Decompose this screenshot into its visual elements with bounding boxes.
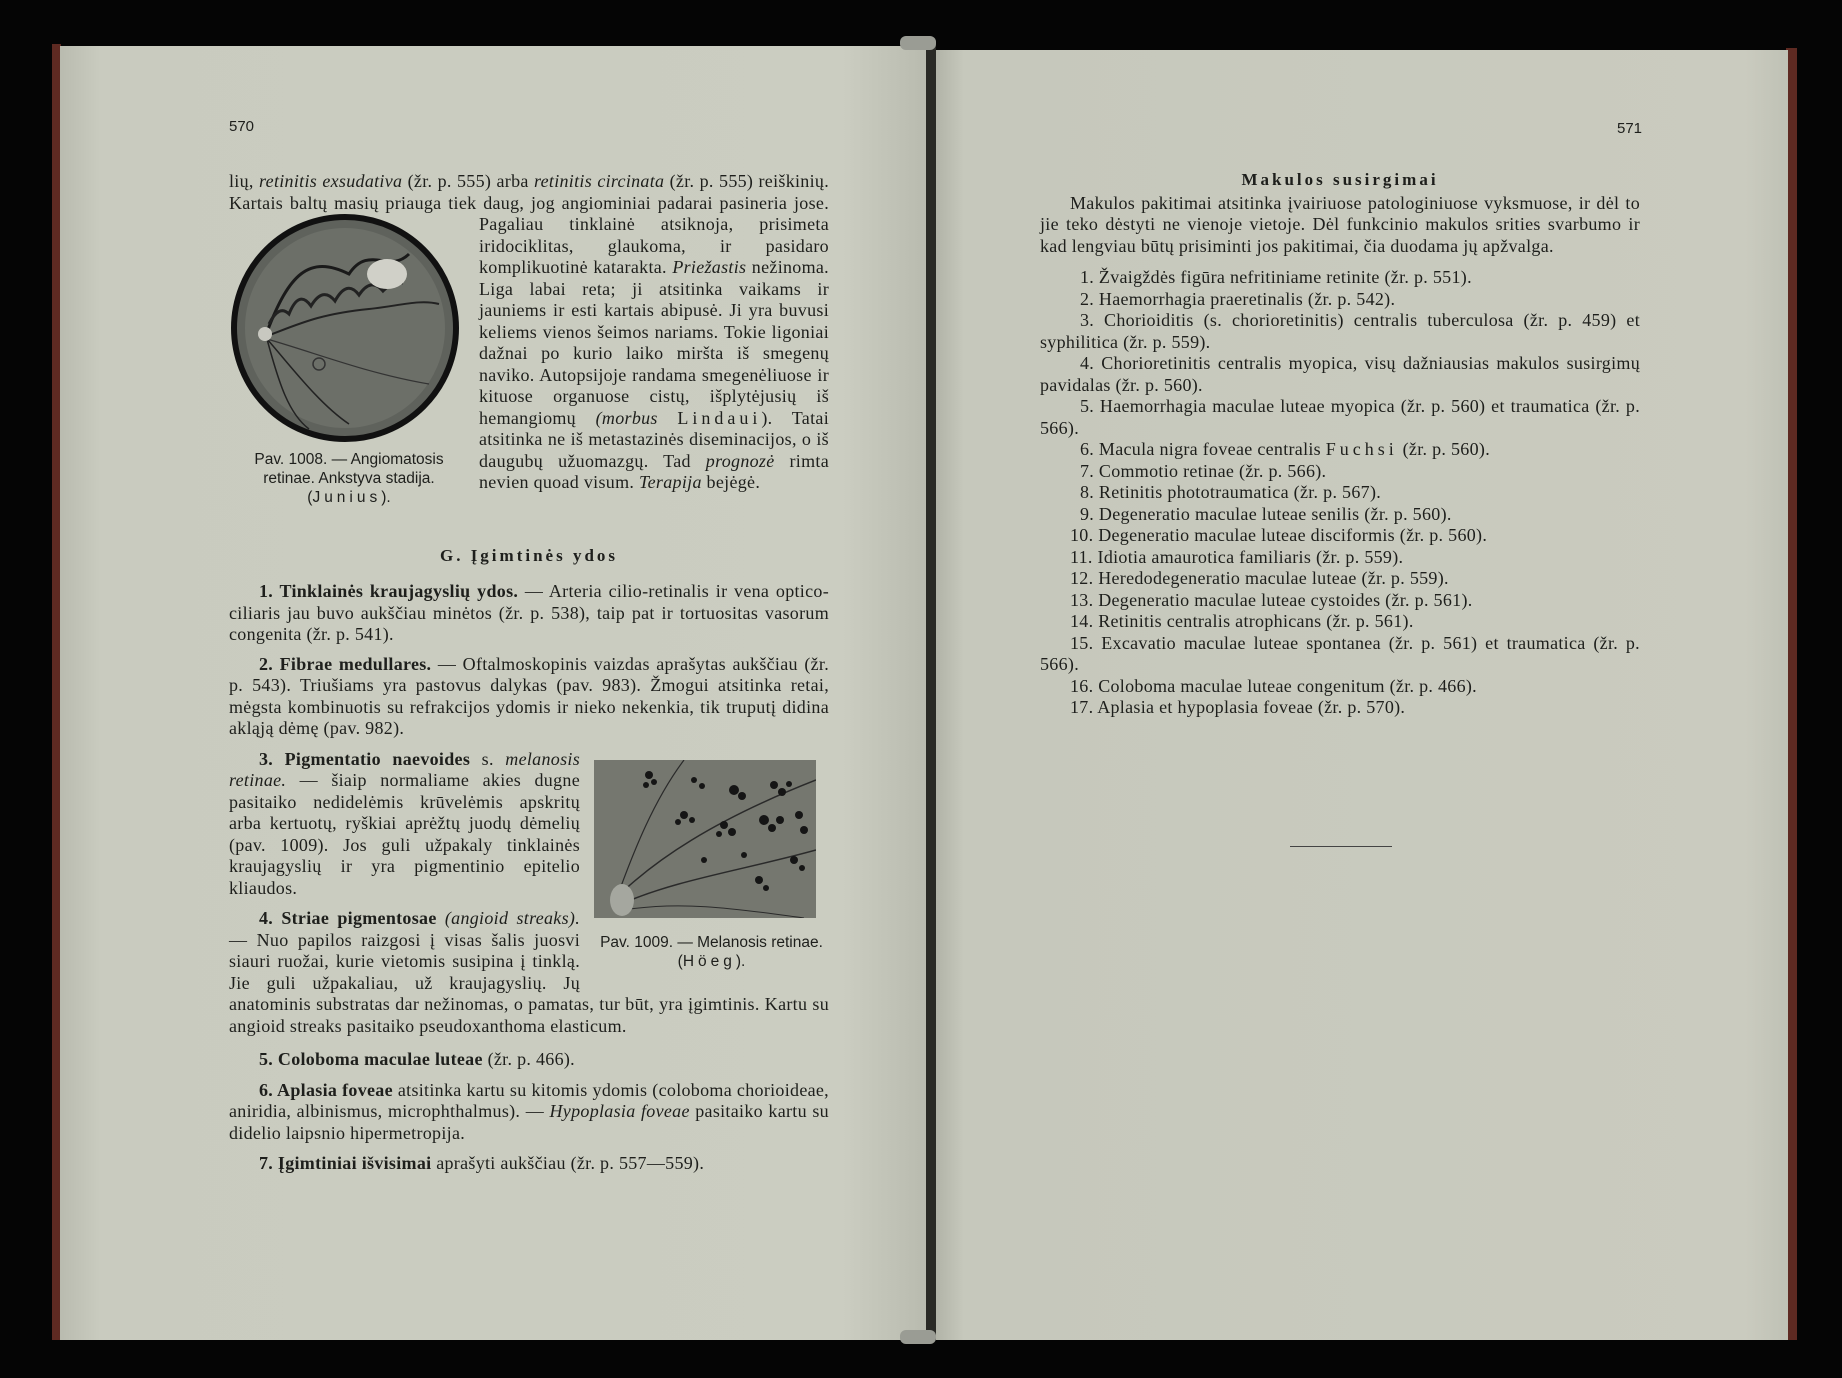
book-spine [926,40,936,1340]
text-segment: 9. Degeneratio maculae luteae senilis (žr. p. 560). [1080,503,1452,524]
bold-term: 2. Fibrae medullares. [259,653,432,674]
list-item [1040,504,1640,526]
text-segment: 6. Macula nigra foveae centralis [1080,439,1326,459]
list-item [1040,267,1640,289]
end-rule [1290,846,1392,847]
italic-term: (morbus [595,407,658,428]
text-segment: (žr. p. 555) arba [402,171,534,191]
text-segment: Pav. 1008. — Angiomatosis retinae. Ankstyva stadija. ( [254,450,444,506]
text-segment: nežinoma. Liga labai reta; ji atsitinka vaikams ir jauniems ir esti kartais abipusė. Ji yra buvusi keliems vienos šeimos nariams. Tokie ligoniai dažnai po kurio laiko miršta iš smegenų naviko. Autopsijoje randama smegenėliuose ir kituose organuose cistų, išplytėjusių iš hemangiomų [479,257,829,428]
text-segment: 2. Haemorrhagia praeretinalis (žr. p. 542). [1080,288,1396,309]
text-segment: ). Tatai atsitinka ne iš metastazinės diseminacijos, o iš daugubų užuomazgų. Tad [479,407,829,471]
text-segment: 8. Retinitis phototraumatica (žr. p. 567). [1080,482,1382,502]
spaced-name: Lindaui [677,407,762,428]
left-text-column [229,171,829,1175]
text-segment: lių, [229,171,260,191]
text-segment [437,908,445,928]
italic-term: retinitis exsudativa [259,171,403,191]
text-segment: bejėgė. [701,472,761,492]
text-segment: (žr. p. 560). [1397,439,1490,459]
list-item [1040,611,1640,633]
page-number-right: 571 [1617,120,1643,137]
text-segment [658,408,678,428]
binding-clip-top [900,36,936,50]
text-segment: rimta nevien quoad visum. [479,450,829,492]
text-segment: pasitaiko kartu su didelio laipsnio hipermetropija. [229,1101,829,1143]
fundus-angiomatosis-image [229,214,461,444]
text-segment: s. [470,748,506,769]
text-segment: 14. Retinitis centralis atrophicans (žr. p. 561). [1070,611,1414,631]
text-segment: 10. Degeneratio maculae luteae disciformis (žr. p. 560). [1070,525,1488,545]
text-segment: (žr. p. 555) reiškinių. Kartais baltų masių priauga tiek daug, jog angiominiai padarai pasineria jose. Pagaliau tinklainė atsiknoja, prisimeta iridociklitas, glaukoma, ir pasidaro komplikuotinė katarakta. [229,171,830,277]
text-segment: 15. Excavatio maculae luteae spontanea (žr. p. 561) et traumatica (žr. p. 566). [1040,632,1640,674]
list-item [1040,590,1640,612]
spaced-name: Höeg [682,953,736,970]
text-segment: 11. Idiotia amaurotica familiaris (žr. p. 559). [1070,546,1404,567]
list-item [1040,439,1640,461]
list-item [1040,697,1640,719]
text-segment: 5. Haemorrhagia maculae luteae myopica (žr. p. 560) et traumatica (žr. p. 566). [1040,396,1640,438]
text-segment: 16. Coloboma maculae luteae congenitum (žr. p. 466). [1070,675,1477,696]
italic-term: Terapija [638,472,702,492]
text-segment: 17. Aplasia et hypoplasia foveae (žr. p. 570). [1070,697,1406,717]
text-segment: Makulos pakitimai atsitinka įvairiuose patologiniuose vyksmuose, ir dėl to jie teko dėstyti ne vienoje vietoje. Dėl funkcinio makulos srities svarbumo ir kad lengviau būtų prisiminti jos pakitimai, čia duodama jų apžvalga. [1040,192,1640,256]
text-segment: — Oftalmoskopinis vaizdas aprašytas aukščiau (žr. p. 543). Triušiams yra pastovus dalykas (pav. 983). Žmogui atsitinka retai, mėgsta kombinuotis su refrakcijos ydomis ir nieko nekenkia, tik truputį didina akląją dėmę (pav. 982). [229,653,830,738]
right-intro [1040,193,1640,258]
macula-disease-list [1040,267,1640,719]
melanosis-retinae-image [594,760,816,918]
page-number-left: 570 [229,118,255,135]
text-segment: — Arteria cilio-retinalis ir vena optico-ciliaris jau buvo aukščiau minėtos (žr. p. 538), taip pat ir tortuositas vasorum congenita (žr. p. 541). [229,581,829,644]
list-item [1040,482,1640,504]
text-segment: 13. Degeneratio maculae luteae cystoides (žr. p. 561). [1070,589,1473,610]
item-5 [229,1049,829,1071]
text-segment: 4. Chorioretinitis centralis myopica, visų dažniausias makulos susirgimų pavidalas (žr. p. 560). [1040,353,1640,395]
italic-term: Priežastis [672,257,747,277]
bold-term: 7. Įgimtiniai išvisimai [259,1153,432,1173]
text-segment: 7. Commotio retinae (žr. p. 566). [1080,460,1327,481]
right-text-column [1040,169,1640,719]
bold-term: 3. Pigmentatio naevoides [259,748,471,769]
text-segment: (žr. p. 466). [482,1049,575,1069]
text-segment: Pav. 1009. — Melanosis retinae. ( [600,934,823,970]
item-2 [229,654,829,740]
bold-term: 1. Tinklainės kraujagyslių ydos. [259,581,519,601]
bold-term: 4. Striae pigmentosae [259,908,437,928]
item-1 [229,581,829,646]
text-segment: aprašyti aukščiau (žr. p. 557—559). [431,1153,705,1173]
list-item [1040,310,1640,353]
text-segment: ). [735,953,746,970]
list-item [1040,396,1640,439]
spaced-name: Fuchsi [1325,439,1398,459]
bold-term: 6. Aplasia foveae [259,1079,393,1100]
item-7 [229,1153,829,1175]
item-6 [229,1080,829,1145]
list-item [1040,461,1640,483]
figure-1009 [594,760,829,985]
italic-term: retinitis circinata [533,171,665,191]
list-item [1040,525,1640,547]
list-item [1040,633,1640,676]
text-segment: 3. Chorioiditis (s. chorioretinitis) centralis tuberculosa (žr. p. 459) et syphilitica (žr. p. 559). [1040,310,1640,352]
list-item [1040,568,1640,590]
italic-term: melanosis retinae. [229,748,580,790]
list-item [1040,289,1640,311]
spaced-name: Junius [312,488,382,506]
list-item [1040,676,1640,698]
figure-1008 [229,214,469,507]
text-segment: — šiaip normaliame akies dugne pasitaiko nedidelėmis krūvelėmis apskritų arba kertuotų, ryškiai aprėžtų juodų dėmelių (pav. 1009). Jos guli užpakaly tinklainės kraujagyslių ir yra pigmentinio epitelio kliaudos. [229,770,580,898]
italic-term: prognozė [705,450,775,471]
bold-term: 5. Coloboma maculae luteae [259,1049,483,1069]
text-segment: atsitinka kartu su kitomis ydomis (coloboma chorioideae, aniridia, albinismus, microphthalmus). — [229,1079,829,1121]
list-item [1040,353,1640,396]
list-item [1040,547,1640,569]
italic-term: (angioid streaks). [444,908,580,928]
right-heading: Makulos susirgimai [1241,170,1439,189]
italic-term: Hypoplasia foveae [549,1101,690,1121]
text-segment: 1. Žvaigždės figūra nefritiniame retinite (žr. p. 551). [1080,267,1472,287]
section-heading: G. Įgimtinės ydos [439,545,619,565]
text-segment: — Nuo papilos raizgosi į visas šalis juosvi siauri ruožai, kurie vietomis susipina į tinklą. Jie guli užpakaliau, už kraujagyslių. Jų anatominis substratas dar nežinomas, o pamatas, tur būt, yra įgimtinis. Kartu su angioid streaks pasitaiko pseudoxanthoma elasticum. [229,929,829,1036]
figure-1008-caption [229,450,469,507]
figure-1009-caption [594,933,829,971]
text-segment: 12. Heredodegeneratio maculae luteae (žr. p. 559). [1070,568,1449,588]
binding-clip-bottom [900,1330,936,1344]
text-segment: ). [381,488,391,506]
